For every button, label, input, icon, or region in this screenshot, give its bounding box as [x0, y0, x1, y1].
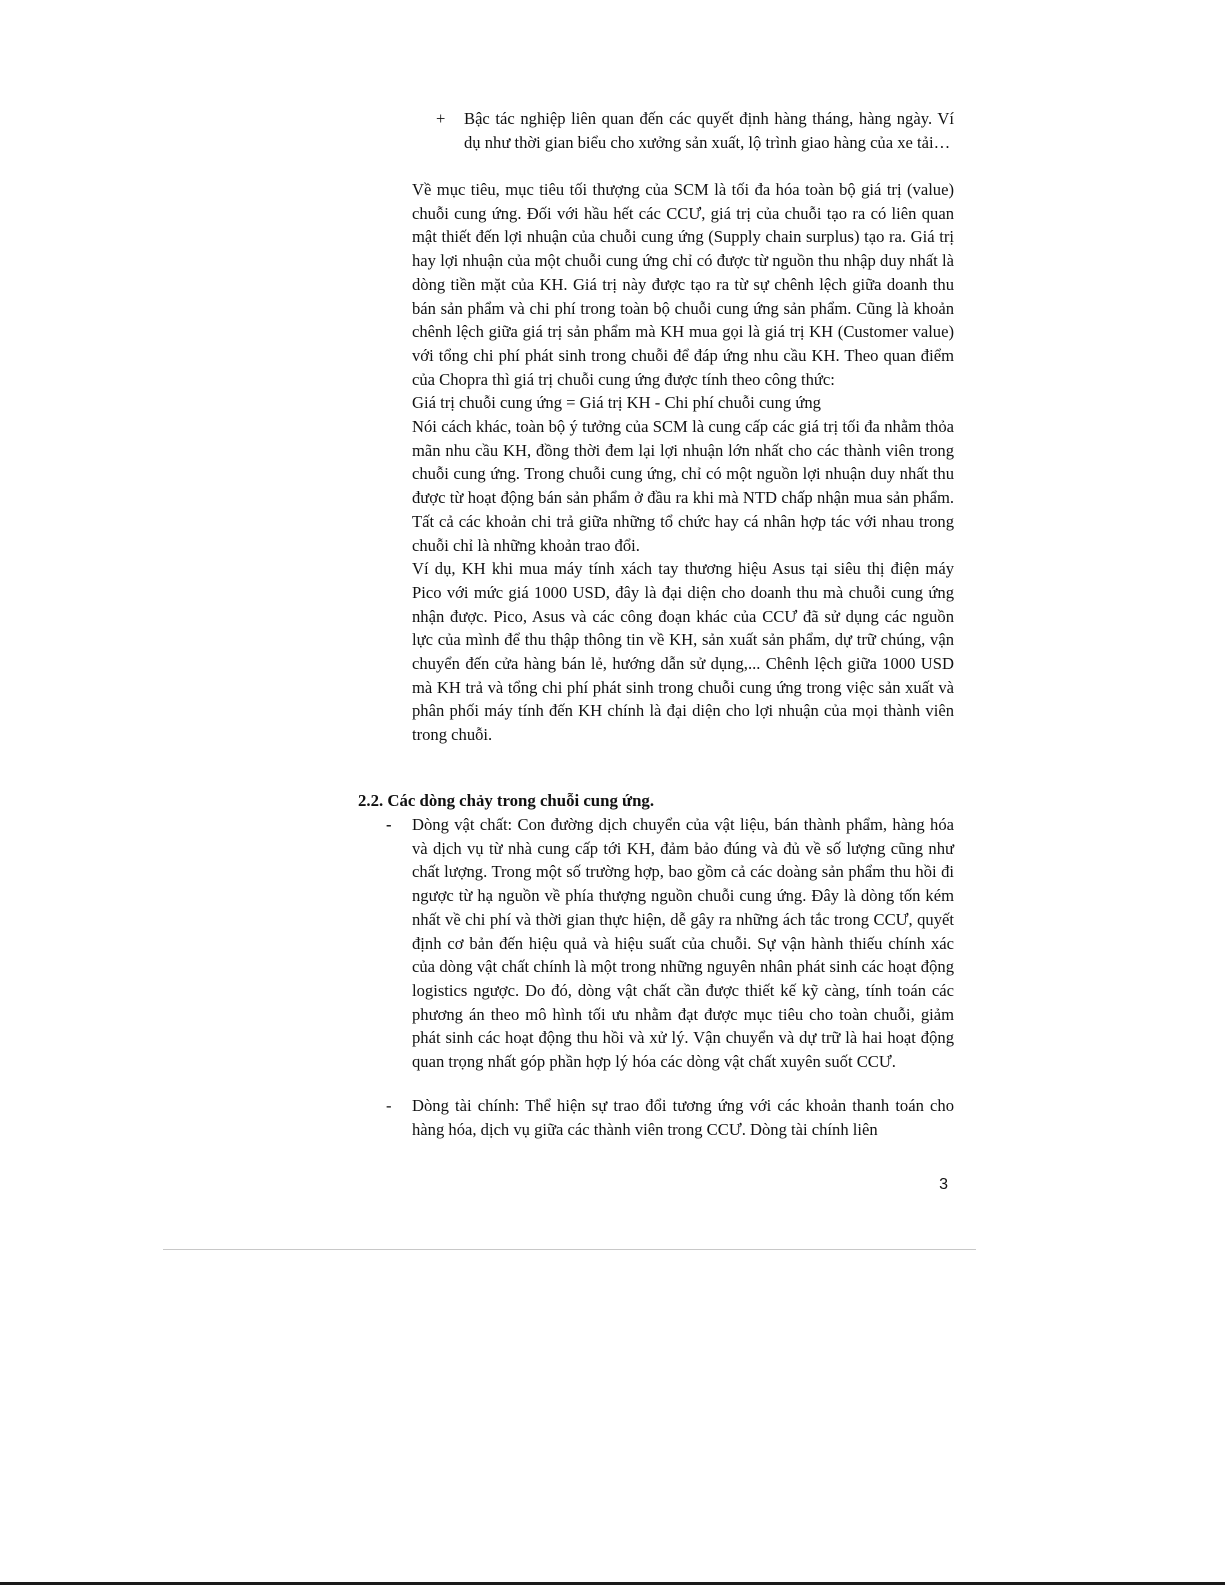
flow-item-material — [386, 813, 954, 1074]
formula-line: Giá trị chuỗi cung ứng = Giá trị KH - Chi phí chuỗi cung ứng — [412, 393, 821, 413]
flow-item-text: Dòng vật chất: Con đường dịch chuyển của vật liệu, bán thành phẩm, hàng hóa và dịch vụ từ nhà cung cấp tới KH, đảm bảo đúng và đủ về số lượng cũng như chất lượng. Trong một số trường hợp, bao gồm cả các doàng sản phẩm thu hồi đi ngược từ hạ nguồn về phía thượng nguồn chuỗi cung ứng. Đây là dòng tốn kém nhất về chi phí và thời gian thực hiện, dễ gây ra những ách tắc trong CCƯ, quyết định cơ bản đến hiệu quả và hiệu suất của chuỗi. Sự vận hành thiếu chính xác của dòng vật chất chính là một trong những nguyên nhân phát sinh các hoạt động logistics ngược. Do đó, dòng vật chất cần được thiết kế kỹ càng, tính toán các phương án theo mô hình tối ưu nhằm đạt được mục tiêu cho toàn chuỗi, giảm phát sinh các hoạt động thu hồi và xử lý. Vận chuyển và dự trữ là hai hoạt động quan trọng nhất góp phần hợp lý hóa các dòng vật chất xuyên suốt CCƯ. — [412, 815, 954, 1072]
page-number: 3 — [939, 1176, 948, 1193]
paragraph-scm-objective: Về mục tiêu, mục tiêu tối thượng của SCM là tối đa hóa toàn bộ giá trị (value) chuỗi cung ứng. Đối với hầu hết các CCƯ, giá trị của chuỗi tạo ra có liên quan mật thiết đến lợi nhuận của chuỗi cung ứng (Supply chain surplus) tạo ra. Giá trị hay lợi nhuận của một chuỗi cung ứng chỉ có được từ nguồn thu nhập duy nhất là dòng tiền mặt của KH. Giá trị này được tạo ra từ sự chênh lệch giữa doanh thu bán sản phẩm và chi phí trong toàn bộ chuỗi cung ứng sản phẩm. Cũng là khoản chênh lệch giữa giá trị sản phẩm mà KH mua gọi là giá trị KH (Customer value) với tổng chi phí phát sinh trong chuỗi để đáp ứng nhu cầu KH. Theo quan điểm của Chopra thì giá trị chuỗi cung ứng được tính theo công thức: — [412, 180, 954, 389]
plus-bullet-marker: + — [436, 109, 446, 128]
page-divider — [163, 1249, 976, 1250]
flow-item-text: Dòng tài chính: Thể hiện sự trao đổi tương ứng với các khoản thanh toán cho hàng hóa, dịch vụ giữa các thành viên trong CCƯ. Dòng tài chính liên — [412, 1096, 954, 1139]
plus-bullet-item — [436, 107, 954, 154]
paragraph-example: Ví dụ, KH khi mua máy tính xách tay thương hiệu Asus tại siêu thị điện máy Pico với mức giá 1000 USD, đây là đại diện cho doanh thu mà chuỗi cung ứng nhận được. Pico, Asus và các công đoạn khác của CCƯ đã sử dụng các nguồn lực của mình để thu thập thông tin về KH, sản xuất sản phẩm, dự trữ chúng, vận chuyển đến cửa hàng bán lẻ, hướng dẫn sử dụng,... Chênh lệch giữa 1000 USD mà KH trả và tổng chi phí phát sinh trong chuỗi cung ứng trong việc sản xuất và phân phối máy tính đến KH chính là đại diện cho lợi nhuận của mọi thành viên trong chuỗi. — [412, 559, 954, 745]
section-heading: 2.2. Các dòng chảy trong chuỗi cung ứng. — [358, 791, 655, 810]
paragraph-scm-idea: Nói cách khác, toàn bộ ý tưởng của SCM là cung cấp các giá trị tối đa nhằm thỏa mãn nhu cầu KH, đồng thời đem lại lợi nhuận lớn nhất cho các thành viên trong chuỗi cung ứng. Trong chuỗi cung ứng, chỉ có một nguồn lợi nhuận duy nhất thu được từ hoạt động bán sản phẩm ở đầu ra khi mà NTD chấp nhận mua sản phẩm. Tất cả các khoản chi trả giữa những tổ chức hay cá nhân hợp tác với nhau trong chuỗi chỉ là những khoản trao đổi. — [412, 417, 954, 555]
flow-item-finance — [386, 1094, 954, 1141]
dash-bullet-marker: - — [386, 1096, 392, 1115]
plus-bullet-text: Bậc tác nghiệp liên quan đến các quyết định hàng tháng, hàng ngày. Ví dụ như thời gian biểu cho xưởng sản xuất, lộ trình giao hàng của xe tải… — [464, 109, 954, 152]
body-text-block — [412, 178, 954, 747]
dash-bullet-marker: - — [386, 815, 392, 834]
